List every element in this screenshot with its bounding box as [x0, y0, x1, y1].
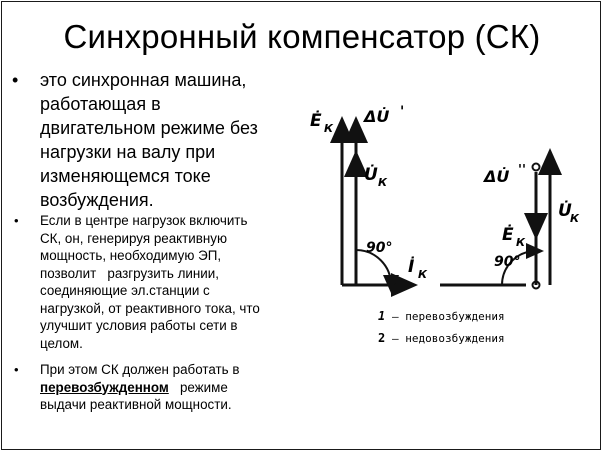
left-phasor-group — [310, 104, 428, 285]
legend-text-1: — перевозбуждения — [392, 310, 505, 323]
label-ik-sub: К — [418, 268, 427, 281]
label-du-right-sup: '' — [518, 163, 526, 178]
bullet-dot: • — [14, 362, 19, 377]
du-right-node — [533, 164, 540, 171]
main-bullet-line: это синхронная машина, — [40, 70, 247, 90]
bullet-dot: • — [14, 213, 19, 228]
main-bullet-line: возбуждения. — [40, 190, 154, 210]
sub-bullet-2 — [14, 361, 304, 414]
sub-bullet-line: соединяющие эл.станции с — [40, 283, 210, 298]
label-ik: İ — [408, 257, 415, 277]
label-angle-left: 90° — [366, 240, 393, 256]
sub-bullet-line: нагрузкой, от реактивного тока, что — [40, 300, 260, 316]
main-bullet-text — [40, 68, 302, 212]
label-ek-right-sub: К — [516, 236, 525, 249]
sub-bullet-line-rest: режиме — [168, 379, 228, 395]
slide-title: Синхронный компенсатор (СК) — [63, 18, 541, 55]
legend-num-2: 2 — [378, 331, 386, 345]
sub-bullet-line: Если в центре нагрузок включить — [40, 213, 248, 228]
sub-bullet-1-text — [40, 212, 304, 352]
sub-bullet-line: При этом СК должен работать в — [40, 362, 240, 377]
main-bullet — [12, 68, 302, 212]
main-bullet-line: двигательном режиме без — [40, 118, 258, 138]
label-uk-right: U̇ — [558, 201, 572, 221]
sub-bullet-1 — [14, 212, 304, 352]
main-bullet-line: изменяющемся токе — [40, 166, 211, 186]
bullet-dot: • — [12, 70, 19, 90]
label-angle-right: 90° — [494, 254, 521, 270]
sub-bullet-line: позволит разгрузить линии, — [40, 265, 219, 281]
sub-bullet-line: СК, он, генерируя реактивную — [40, 230, 228, 246]
label-du-left-sup: ' — [400, 104, 405, 120]
main-bullet-line: работающая в — [40, 94, 161, 114]
label-uk-left: U̇ — [364, 165, 378, 185]
label-du-right: ΔU̇ — [484, 167, 510, 186]
right-phasor-group — [440, 160, 580, 289]
legend-text-2: — недовозбуждения — [392, 332, 505, 345]
sub-bullet-line: целом. — [40, 335, 83, 351]
legend-num-1: 1 — [378, 309, 386, 323]
diagram-legend — [378, 309, 505, 345]
label-ek-left-sub: К — [324, 122, 333, 135]
label-ek-right: Ė — [502, 225, 514, 245]
phasor-diagram — [290, 90, 590, 360]
emphasis-overexcited: перевозбужденном — [40, 379, 169, 395]
sub-bullet-line: улучшит условия работы сети в — [40, 318, 238, 333]
label-ek-left: Ė — [310, 111, 322, 131]
sub-bullet-line: мощность, необходимую ЭП, — [40, 248, 222, 263]
label-du-left: ΔU̇ — [364, 107, 390, 126]
sub-bullet-2-text — [40, 361, 304, 414]
sub-bullet-line — [40, 379, 304, 397]
label-uk-right-sub: К — [570, 212, 579, 225]
main-bullet-line: нагрузки на валу при — [40, 142, 216, 162]
label-uk-left-sub: К — [378, 176, 387, 189]
sub-bullet-line: выдачи реактивной мощности. — [40, 397, 232, 412]
